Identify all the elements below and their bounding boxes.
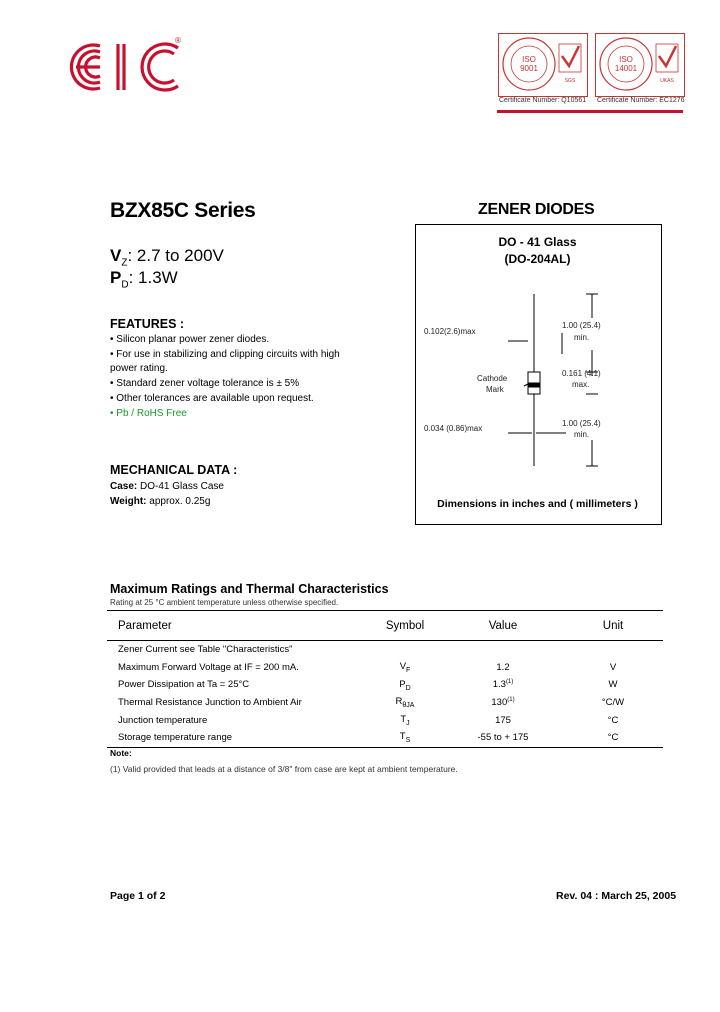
svg-text:ISO: ISO [619,55,633,64]
symbol-cell: $V_F$ [399,660,411,674]
note-1: (1) Valid provided that leads at a distance of 3/8" from case are kept at ambient temperature. [110,764,458,774]
svg-text:UKAS: UKAS [660,78,674,84]
ratings-header-row [107,611,663,641]
certification-seal-icon [499,34,587,96]
symbol-cell: $R_{\theta JA}$ [395,696,415,710]
certificate-number-2: Certificate Number: EC1276 [597,97,685,104]
unit-cell: V [609,661,617,673]
cathode-band [528,383,540,387]
mechanical-heading: MECHANICAL DATA : [110,463,238,477]
package-dimension-diagram [416,270,660,470]
weight-row: Weight: approx. 0.25g [110,495,211,507]
value-cell: 1.2 [496,661,510,673]
value-cell: 175 [495,714,511,726]
value-cell: -55 to + 175 [477,732,529,744]
page-number: Page 1 of 2 [110,890,166,902]
dim-min-label: min. [574,333,590,342]
feature-item: • Other tolerances are available upon request. [110,392,314,404]
note-heading: Note: [110,748,132,758]
dim-body-diameter: 0.102(2.6)max [424,327,476,336]
value-cell: 130$^{(1)}$ [491,697,515,709]
feature-item: • Standard zener voltage tolerance is ± 5% [110,378,300,390]
iso9001-badge [498,33,588,97]
table-row [107,729,663,747]
svg-text:9001: 9001 [520,64,538,73]
features-heading: FEATURES : [110,317,185,331]
dim-body-length: 0.161 (4.1) [562,369,601,378]
feature-item-rohs: • Pb / RoHS Free [110,407,187,419]
cathode-label: Cathode [477,374,508,383]
value-cell [443,641,563,659]
unit-cell [563,641,663,659]
iso14001-badge [595,33,685,97]
dim-min-label: min. [574,430,590,439]
feature-item: power rating. [110,363,168,375]
revision-date: Rev. 04 : March 25, 2005 [556,890,677,902]
power-dissipation-value: : 1.3W [128,268,178,287]
ratings-heading: Maximum Ratings and Thermal Characteristics [110,582,389,596]
svg-text:14001: 14001 [614,64,638,73]
ratings-table [107,610,663,748]
param-cell: Power Dissipation at Ta = 25°C [118,679,250,691]
registered-mark: ® [175,36,181,45]
symbol-cell: $T_S$ [399,731,411,745]
param-cell: Maximum Forward Voltage at IF = 200 mA. [118,661,299,673]
feature-item: • Silicon planar power zener diodes. [110,334,270,345]
value-cell: 1.3$^{(1)}$ [492,679,514,691]
header-divider [497,110,683,113]
param-cell: Storage temperature range [118,732,233,744]
case-row: Case: DO-41 Glass Case [110,481,224,492]
symbol-cell: $T_J$ [400,713,410,727]
col-value: Value [488,619,518,632]
unit-cell: °C [607,714,619,726]
unit-cell: W [608,679,618,691]
col-symbol: Symbol [385,619,425,632]
col-parameter: Parameter [118,619,172,632]
svg-text:SGS: SGS [564,78,576,84]
dim-lead-diameter: 0.034 (0.86)max [424,424,483,433]
eic-logo [60,30,190,100]
param-cell: Zener Current see Table "Characteristics" [118,644,293,656]
dim-max-label: max. [572,380,590,389]
zener-voltage-value: : 2.7 to 200V [127,246,224,265]
symbol-cell: $P_D$ [399,678,411,692]
feature-item: • For use in stabilizing and clipping circuits with high [110,348,340,360]
mechanical-data [110,480,224,509]
table-row [107,641,663,659]
package-name: DO - 41 Glass [498,235,577,249]
product-category: ZENER DIODES [478,201,595,218]
table-row [107,711,663,729]
zener-voltage-spec: $V_Z$: 2.7 to 200V [110,246,224,269]
certification-seal-icon [596,34,684,96]
unit-cell: °C/W [601,697,625,709]
table-row [107,676,663,694]
product-title: BZX85C Series [110,199,256,222]
features-list [110,333,370,421]
param-cell: Junction temperature [118,714,208,726]
package-code: (DO-204AL) [504,252,571,266]
param-cell: Thermal Resistance Junction to Ambient Air [118,697,302,709]
unit-cell: °C [607,732,619,744]
table-row [107,659,663,677]
dimension-caption: Dimensions in inches and ( millimeters ) [437,498,638,510]
ratings-subtitle: Rating at 25 °C ambient temperature unless otherwise specified. [110,598,339,607]
table-row [107,694,663,712]
svg-text:ISO: ISO [522,55,536,64]
dim-lead-length-bottom: 1.00 (25.4) [562,419,601,428]
power-dissipation-spec: $P_D$: 1.3W [110,268,178,291]
certificate-number-1: Certificate Number: Q10561 [499,97,587,104]
col-unit: Unit [602,619,624,632]
dim-lead-length-top: 1.00 (25.4) [562,321,601,330]
symbol-cell [367,641,443,659]
cathode-mark-label: Mark [486,385,504,394]
